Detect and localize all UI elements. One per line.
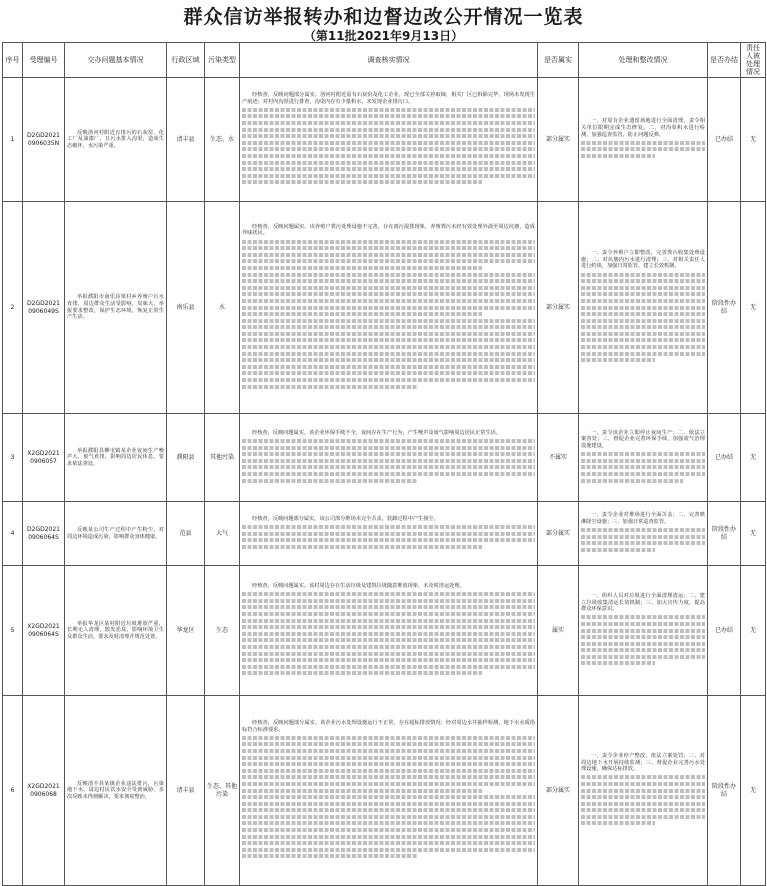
text-block — [242, 439, 535, 483]
column-header: 行政区域 — [167, 43, 205, 78]
handling-text: 一、责令企业对堆场进行全面苫盖；二、完善喷淋降尘设施；三、加强日常巡查监管。 — [581, 512, 705, 526]
investigation-text: 经核查，反映问题属实。该养殖户粪污处理设施不完善，存在雨污混排现象，养殖粪污未经有效处理外溢至周边坑塘，造成异味扰民。 — [242, 223, 535, 237]
column-header: 调查核实情况 — [240, 43, 538, 78]
pollution-type: 水 — [205, 202, 240, 414]
pollution-type: 生态、水 — [205, 78, 240, 202]
table-row — [3, 696, 766, 886]
row-number: 6 — [3, 696, 23, 886]
investigation-result — [240, 78, 538, 202]
issue-summary — [65, 78, 167, 202]
accountability: 无 — [741, 202, 766, 414]
text-block — [242, 525, 535, 549]
table-header-row — [3, 43, 766, 78]
column-header: 是否办结 — [708, 43, 741, 78]
column-header: 责任人被处理情况 — [741, 43, 766, 78]
region: 南乐县 — [167, 202, 205, 414]
handling-text: 一、责令养殖户立即整改，完善粪污收集处理设施；二、对坑塘内污水进行清理；三、对相关责任人进行约谈，加强日常监管，建立长效机制。 — [581, 250, 705, 270]
completion-status: 已办结 — [708, 566, 741, 696]
investigation-text: 经核查，反映问题部分属实。该公司部分堆场未完全苫盖，装卸过程中产生扬尘。 — [252, 515, 439, 522]
accountability: 无 — [741, 502, 766, 566]
handling-text: 一、责令企业停产整改，依法立案处罚；二、对周边地下水开展持续监测；三、督促企业完善污水处理设施，确保达标排放。 — [581, 752, 705, 773]
handling-measures — [579, 414, 708, 502]
page-subtitle: （第11批2021年9月13日） — [303, 29, 464, 43]
completion-status: 阶段性办结 — [708, 502, 741, 566]
completion-status: 已办结 — [708, 78, 741, 202]
handling-measures — [579, 502, 708, 566]
table-row — [3, 502, 766, 566]
investigation-text: 经核查，反映问题部分属实。洛河村附近原有石灰窑及化工企业，现已全部关停取缔，相关厂区已拆除完毕，现场未发现生产痕迹；对村内沟渠进行排查，沟渠内存有少量积水，未发现企业排污口。 — [242, 92, 535, 105]
pollution-type: 生态、其他污染 — [205, 696, 240, 886]
issue-summary — [65, 696, 167, 886]
pollution-type: 大气 — [205, 502, 240, 566]
investigation-result — [240, 696, 538, 886]
verified-status: 部分属实 — [538, 696, 579, 886]
issue-text: 反映清丰县某镇企业违法排污，污染地下水，周边村民饮水安全受到威胁，多次反映未得到解决，要求彻底整治。 — [67, 780, 164, 800]
table-row — [3, 78, 766, 202]
investigation-text: 经核查，反映问题部分属实。该企业污水处理设施运行不正常，存在超标排放情况；经对周边水井抽样检测，地下水水质指标符合标准要求。 — [242, 719, 535, 733]
case-code: D2GD2021 0906035N — [23, 78, 65, 202]
issue-text: 举报濮阳市南乐县梁村乡养殖户污水直排，周边群众生活受影响，臭味大，举报要求整改，保护生态环境，恢复正常生产生活。 — [67, 294, 164, 321]
case-code: D2GD2021 0906049S — [23, 202, 65, 414]
case-code: D2GD2021 0906064S — [23, 502, 65, 566]
issue-summary — [65, 414, 167, 502]
investigation-result — [240, 202, 538, 414]
column-header: 受理编号 — [23, 43, 65, 78]
region: 清丰县 — [167, 78, 205, 202]
column-header: 序号 — [3, 43, 23, 78]
row-number: 1 — [3, 78, 23, 202]
handling-measures — [579, 696, 708, 886]
table-row — [3, 566, 766, 696]
column-header: 交办问题基本情况 — [65, 43, 167, 78]
investigation-result — [240, 566, 538, 696]
column-header: 污染类型 — [205, 43, 240, 78]
verified-status: 不属实 — [538, 414, 579, 502]
completion-status: 阶段性办结 — [708, 696, 741, 886]
region: 华龙区 — [167, 566, 205, 696]
issue-summary — [65, 502, 167, 566]
case-code: X2GD2021 0906064S — [23, 566, 65, 696]
text-block — [242, 592, 535, 675]
completion-status: 阶段性办结 — [708, 202, 741, 414]
handling-text: 一、对原有企业遗留场地进行全面清理，责令相关单位限期完成生态修复。二、对沟渠积水进行检测，加强巡查监管，防止问题反弹。 — [581, 118, 705, 138]
completion-status: 已办结 — [708, 414, 741, 502]
issue-summary — [65, 566, 167, 696]
text-block — [581, 615, 705, 665]
accountability: 无 — [741, 414, 766, 502]
investigation-text: 经核查，反映问题属实。该村周边存在生活垃圾及建筑垃圾随意堆放现象，未及时清运处理。 — [252, 583, 465, 590]
handling-measures — [579, 78, 708, 202]
column-header: 处理和整改情况 — [579, 43, 708, 78]
text-block — [581, 452, 705, 482]
text-block — [581, 141, 705, 158]
region: 濮阳县 — [167, 414, 205, 502]
handling-text: 一、组织人员对垃圾进行全面清理清运；二、建立垃圾收集清运长效机制；三、加大宣传力度，提高群众环保意识。 — [581, 592, 705, 613]
handling-measures — [579, 566, 708, 696]
pollution-type: 生态 — [205, 566, 240, 696]
accountability: 无 — [741, 566, 766, 696]
text-block — [581, 273, 705, 363]
issue-text: 举报华龙区某村附近垃圾堆放严重，长期无人清理，散发恶臭，影响环境卫生及群众生活，要求及时清理并规范处置。 — [67, 620, 164, 640]
verified-status: 部分属实 — [538, 202, 579, 414]
case-code: X2GD2021 0906057 — [23, 414, 65, 502]
row-number: 2 — [3, 202, 23, 414]
verified-status: 部分属实 — [538, 78, 579, 202]
region: 清丰县 — [167, 696, 205, 886]
issue-text: 反映洛河村附近有排污的石灰窑、化工厂及油漆厂，且污水排入沟渠，造成生态破坏，水污染严重。 — [67, 129, 164, 149]
issue-text: 反映某公司生产过程中产生粉尘，对周边环境造成污染，影响群众身体健康。 — [67, 526, 164, 540]
investigation-text: 经核查，反映问题属实。该企业环保手续不全，夜间存在生产行为，产生噪声及废气影响周边居民正常生活。 — [252, 429, 502, 436]
text-block — [242, 108, 535, 185]
accountability: 无 — [741, 78, 766, 202]
table-row — [3, 202, 766, 414]
verified-status: 部分属实 — [538, 502, 579, 566]
table-row — [3, 414, 766, 502]
verified-status: 属实 — [538, 566, 579, 696]
page-title: 群众信访举报转办和边督边改公开情况一览表 — [183, 6, 584, 28]
investigation-result — [240, 502, 538, 566]
text-block — [242, 240, 535, 389]
issue-summary — [65, 202, 167, 414]
accountability: 无 — [741, 696, 766, 886]
investigation-result — [240, 414, 538, 502]
public-info-table — [2, 42, 766, 886]
text-block — [242, 736, 535, 859]
case-code: X2GD2021 0906068 — [23, 696, 65, 886]
handling-text: 一、责令该企业立即停止夜间生产；二、依法立案查处；三、督促企业完善环保手续，加强废气治理设施建设。 — [581, 429, 705, 450]
row-number: 5 — [3, 566, 23, 696]
row-number: 4 — [3, 502, 23, 566]
text-block — [581, 775, 705, 825]
pollution-type: 其他污染 — [205, 414, 240, 502]
row-number: 3 — [3, 414, 23, 502]
region: 范县 — [167, 502, 205, 566]
issue-text: 举报濮阳县柳屯镇某企业夜间生产噪声大，废气直排，影响周边居民休息，要求依法查处。 — [67, 447, 164, 467]
handling-measures — [579, 202, 708, 414]
text-block — [581, 528, 705, 552]
column-header: 是否属实 — [538, 43, 579, 78]
